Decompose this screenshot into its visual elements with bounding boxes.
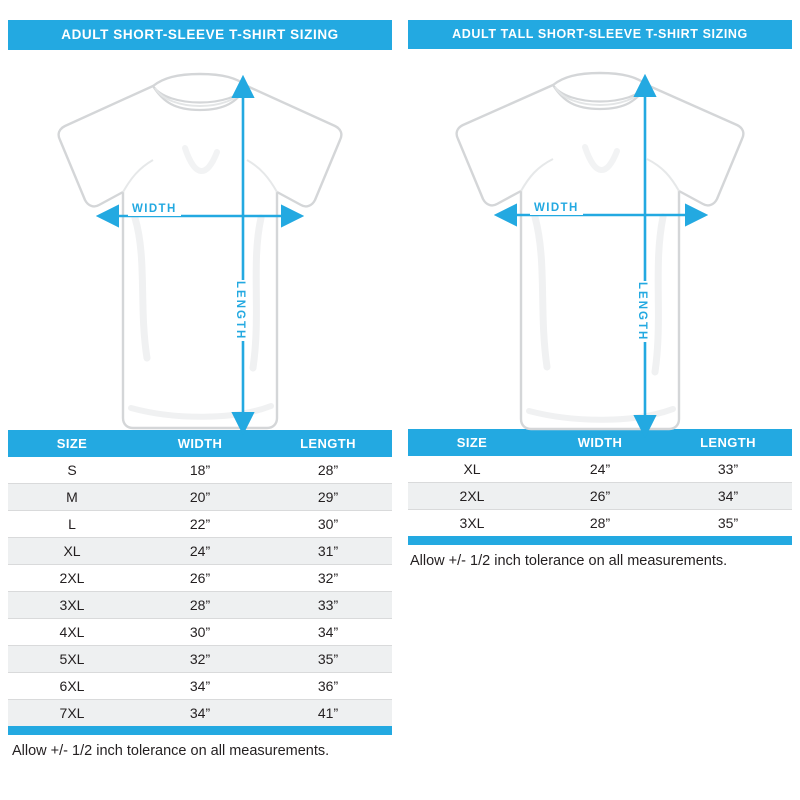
table-row (8, 645, 392, 672)
cell-width: 18” (136, 457, 264, 484)
right-tolerance-note: Allow +/- 1/2 inch tolerance on all measurements. (410, 552, 728, 569)
tshirt-illustration-tall (435, 67, 765, 442)
cell-size: S (8, 457, 136, 484)
cell-width: 34” (136, 699, 264, 726)
header-width: WIDTH (536, 429, 664, 456)
cell-width: 20” (136, 483, 264, 510)
tshirt-illustration-regular (35, 68, 365, 443)
cell-length: 31” (264, 537, 392, 564)
cell-width: 26” (536, 482, 664, 509)
cell-size: M (8, 483, 136, 510)
table-row (8, 699, 392, 726)
adult-short-sleeve-panel (8, 0, 392, 759)
table-row (8, 618, 392, 645)
right-width-label: WIDTH (530, 201, 583, 215)
cell-width: 28” (136, 591, 264, 618)
header-length: LENGTH (664, 429, 792, 456)
right-size-table (408, 429, 792, 536)
header-width: WIDTH (136, 430, 264, 457)
cell-length: 33” (664, 456, 792, 483)
adult-tall-short-sleeve-panel (408, 0, 792, 569)
left-size-table (8, 430, 392, 726)
cell-width: 24” (536, 456, 664, 483)
table-row (408, 509, 792, 536)
table-row (8, 537, 392, 564)
cell-width: 34” (136, 672, 264, 699)
cell-width: 26” (136, 564, 264, 591)
cell-width: 30” (136, 618, 264, 645)
table-row (8, 510, 392, 537)
cell-length: 32” (264, 564, 392, 591)
cell-length: 35” (264, 645, 392, 672)
cell-length: 41” (264, 699, 392, 726)
right-shirt-diagram (408, 49, 792, 429)
cell-length: 36” (264, 672, 392, 699)
table-row (8, 457, 392, 484)
right-length-label: LENGTH (632, 281, 652, 342)
table-row (408, 482, 792, 509)
header-length: LENGTH (264, 430, 392, 457)
left-panel-title: ADULT SHORT-SLEEVE T-SHIRT SIZING (8, 20, 392, 50)
table-row (408, 456, 792, 483)
table-row (8, 483, 392, 510)
cell-length: 29” (264, 483, 392, 510)
cell-width: 28” (536, 509, 664, 536)
right-panel-title: ADULT TALL SHORT-SLEEVE T-SHIRT SIZING (408, 20, 792, 49)
table-row (8, 591, 392, 618)
cell-size: 7XL (8, 699, 136, 726)
cell-size: 6XL (8, 672, 136, 699)
cell-size: XL (8, 537, 136, 564)
left-tolerance-note: Allow +/- 1/2 inch tolerance on all measurements. (12, 742, 330, 759)
cell-length: 35” (664, 509, 792, 536)
cell-length: 28” (264, 457, 392, 484)
cell-size: 2XL (408, 482, 536, 509)
right-table-bottom-bar (408, 536, 792, 545)
cell-width: 22” (136, 510, 264, 537)
cell-size: 4XL (8, 618, 136, 645)
left-width-label: WIDTH (128, 202, 181, 216)
cell-size: L (8, 510, 136, 537)
cell-size: 5XL (8, 645, 136, 672)
cell-length: 30” (264, 510, 392, 537)
header-size: SIZE (408, 429, 536, 456)
left-table-bottom-bar (8, 726, 392, 735)
table-row (8, 672, 392, 699)
left-shirt-diagram (8, 50, 392, 430)
cell-width: 32” (136, 645, 264, 672)
left-length-label: LENGTH (230, 280, 250, 341)
header-size: SIZE (8, 430, 136, 457)
table-row (8, 564, 392, 591)
cell-length: 34” (664, 482, 792, 509)
cell-length: 33” (264, 591, 392, 618)
cell-size: 3XL (408, 509, 536, 536)
cell-width: 24” (136, 537, 264, 564)
cell-size: 2XL (8, 564, 136, 591)
cell-size: 3XL (8, 591, 136, 618)
cell-length: 34” (264, 618, 392, 645)
cell-size: XL (408, 456, 536, 483)
